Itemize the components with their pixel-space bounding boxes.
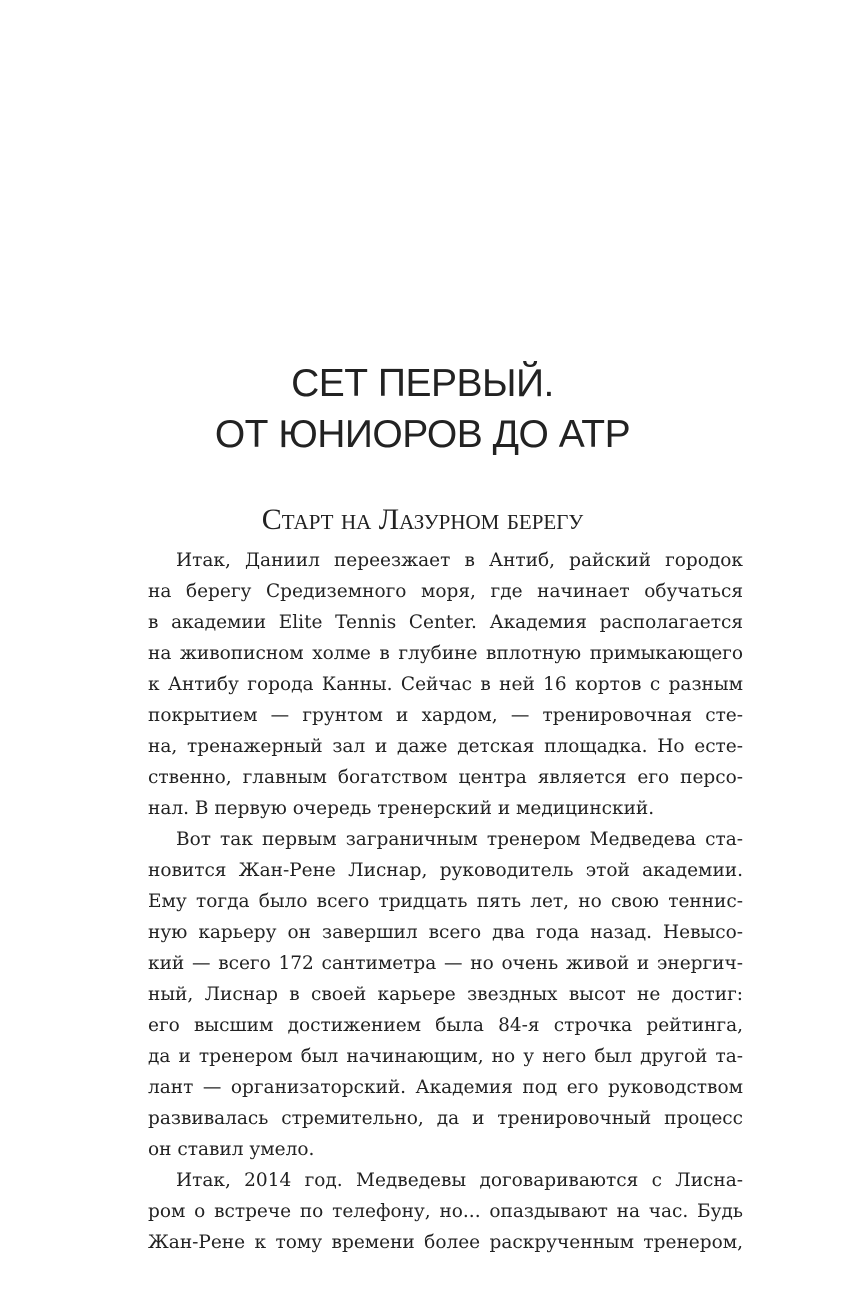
paragraph-1-line-9: нал. В первую очередь тренерский и медицинский. bbox=[148, 798, 655, 819]
paragraph-1-line-7: на, тренажерный зал и даже детская площадка. Но есте- bbox=[148, 736, 743, 757]
paragraph-2-line-9: лант — организаторский. Академия под его руководством bbox=[148, 1077, 743, 1098]
paragraph-2-line-3: Ему тогда было всего тридцать пять лет, но свою теннис- bbox=[148, 891, 743, 912]
paragraph-2-line-5: кий — всего 172 сантиметра — но очень живой и энергич- bbox=[148, 953, 743, 974]
paragraph-1-line-1: Итак, Даниил переезжает в Антиб, райский городок bbox=[176, 550, 743, 571]
paragraph-1-line-3: в академии Elite Tennis Center. Академия располагается bbox=[148, 612, 743, 633]
paragraph-1-line-8: ственно, главным богатством центра является его персо- bbox=[148, 767, 743, 788]
body-text bbox=[148, 545, 743, 1258]
paragraph-2-line-2: новится Жан-Рене Лиснар, руководитель этой академии. bbox=[148, 860, 743, 881]
paragraph-2-line-8: да и тренером был начинающим, но у него был другой та- bbox=[148, 1046, 743, 1067]
paragraph-1-line-5: к Антибу города Канны. Сейчас в ней 16 кортов с разным bbox=[148, 674, 743, 695]
paragraph-2-line-4: ную карьеру он завершил всего два года назад. Невысо- bbox=[148, 922, 743, 943]
chapter-title-line-2: ОТ ЮНИОРОВ ДО ATP bbox=[214, 413, 631, 456]
section-title: Старт на Лазурном берегу bbox=[261, 503, 584, 536]
paragraph-2-line-11: он ставил умело. bbox=[148, 1139, 315, 1160]
paragraph-3-line-1: Итак, 2014 год. Медведевы договариваются с Лисна- bbox=[176, 1170, 743, 1191]
paragraph-2-line-10: развивалась стремительно, да и тренировочный процесс bbox=[148, 1108, 743, 1129]
chapter-title-line-1: СЕТ ПЕРВЫЙ. bbox=[291, 362, 554, 405]
paragraph-2-line-1: Вот так первым заграничным тренером Медведева ста- bbox=[176, 829, 743, 850]
paragraph-2-line-7: его высшим достижением была 84-я строчка рейтинга, bbox=[148, 1015, 743, 1036]
chapter-title bbox=[0, 358, 845, 460]
paragraph-3-line-2: ром о встрече по телефону, но... опаздывают на час. Будь bbox=[148, 1201, 743, 1222]
paragraph-3-line-3: Жан-Рене к тому времени более раскрученным тренером, bbox=[148, 1232, 743, 1253]
paragraph-2-line-6: ный, Лиснар в своей карьере звездных высот не достиг: bbox=[148, 984, 743, 1005]
paragraph-1-line-4: на живописном холме в глубине вплотную примыкающего bbox=[148, 643, 743, 664]
paragraph-1-line-6: покрытием — грунтом и хардом, — тренировочная сте- bbox=[148, 705, 743, 726]
paragraph-1-line-2: на берегу Средиземного моря, где начинает обучаться bbox=[148, 581, 743, 602]
